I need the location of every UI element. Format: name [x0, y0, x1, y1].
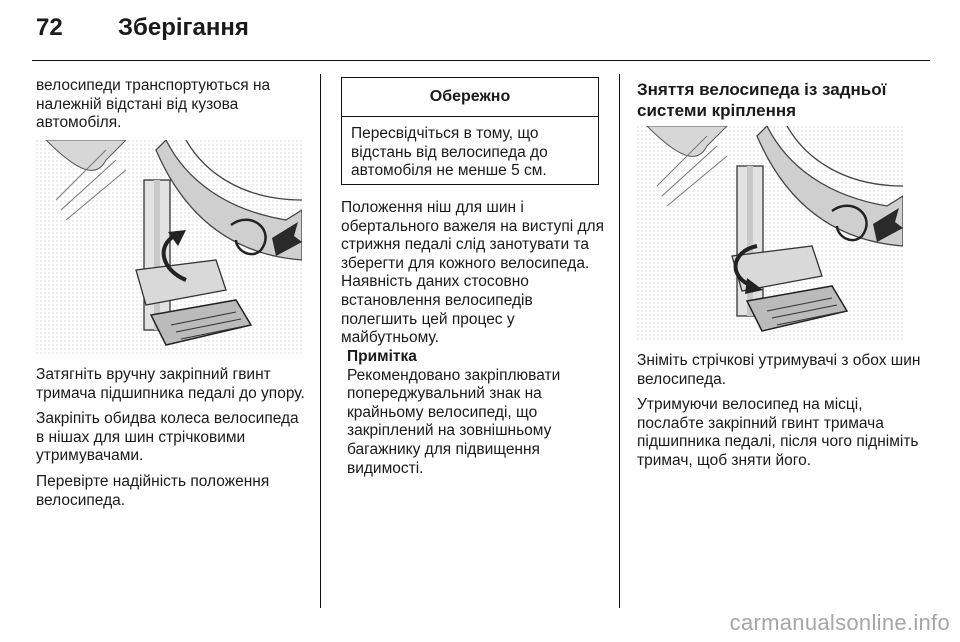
instruction-secure-wheels: Закріпіть обидва колеса велосипеда в нішах для шин стрічковими утримувачами. [36, 410, 299, 465]
page-number: 72 [36, 14, 63, 41]
pedal-release-illustration [637, 126, 903, 340]
note-text: Рекомендовано закріплювати попереджувальний знак на крайньому велосипеді, що закріплений на зовнішньому багажнику для підвищення видимості. [347, 366, 561, 477]
note-block [347, 348, 602, 478]
instruction-check-position: Перевірте надійність положення велосипеда. [36, 472, 270, 509]
watermark: carmanualsonline.info [729, 610, 950, 635]
section-heading: Зняття велосипеда із задньої системи кріплення [637, 80, 887, 120]
page-title: Зберігання [118, 14, 249, 41]
instruction-remove-straps: Зніміть стрічкові утримувачі з обох шин велосипеда. [637, 352, 921, 388]
column-divider-2 [619, 74, 620, 608]
col1-instructions [36, 366, 311, 510]
instruction-loosen-lift: Утримуючи велосипед на місці, послабте закріпний гвинт тримача підшипника педалі, після чого підніміть тримач, щоб зняти його. [637, 396, 919, 469]
positions-paragraph: Положення ніш для шин і обертального важеля на виступі для стрижня педалі слід занотувати та зберегти для кожного велосипеда. Наявність даних стосовно встановлення велосипедів полегшить цей процес у майбутньому. [341, 199, 604, 347]
column-divider-1 [320, 74, 321, 608]
pedal-clamp-illustration [36, 140, 302, 354]
caution-title: Обережно [342, 78, 598, 117]
intro-paragraph: велосипеди транспортуються на належній відстані від кузова автомобіля. [36, 77, 271, 132]
caution-box [341, 77, 599, 185]
instruction-tighten: Затягніть вручну закріпний гвинт тримача підшипника педалі до упору. [36, 366, 305, 402]
header-divider [32, 60, 930, 61]
note-title: Примітка [347, 348, 417, 365]
caution-text: Пересвідчіться в тому, що відстань від велосипеда до автомобіля не менше 5 см. [351, 125, 548, 180]
col3-instructions [637, 352, 929, 471]
